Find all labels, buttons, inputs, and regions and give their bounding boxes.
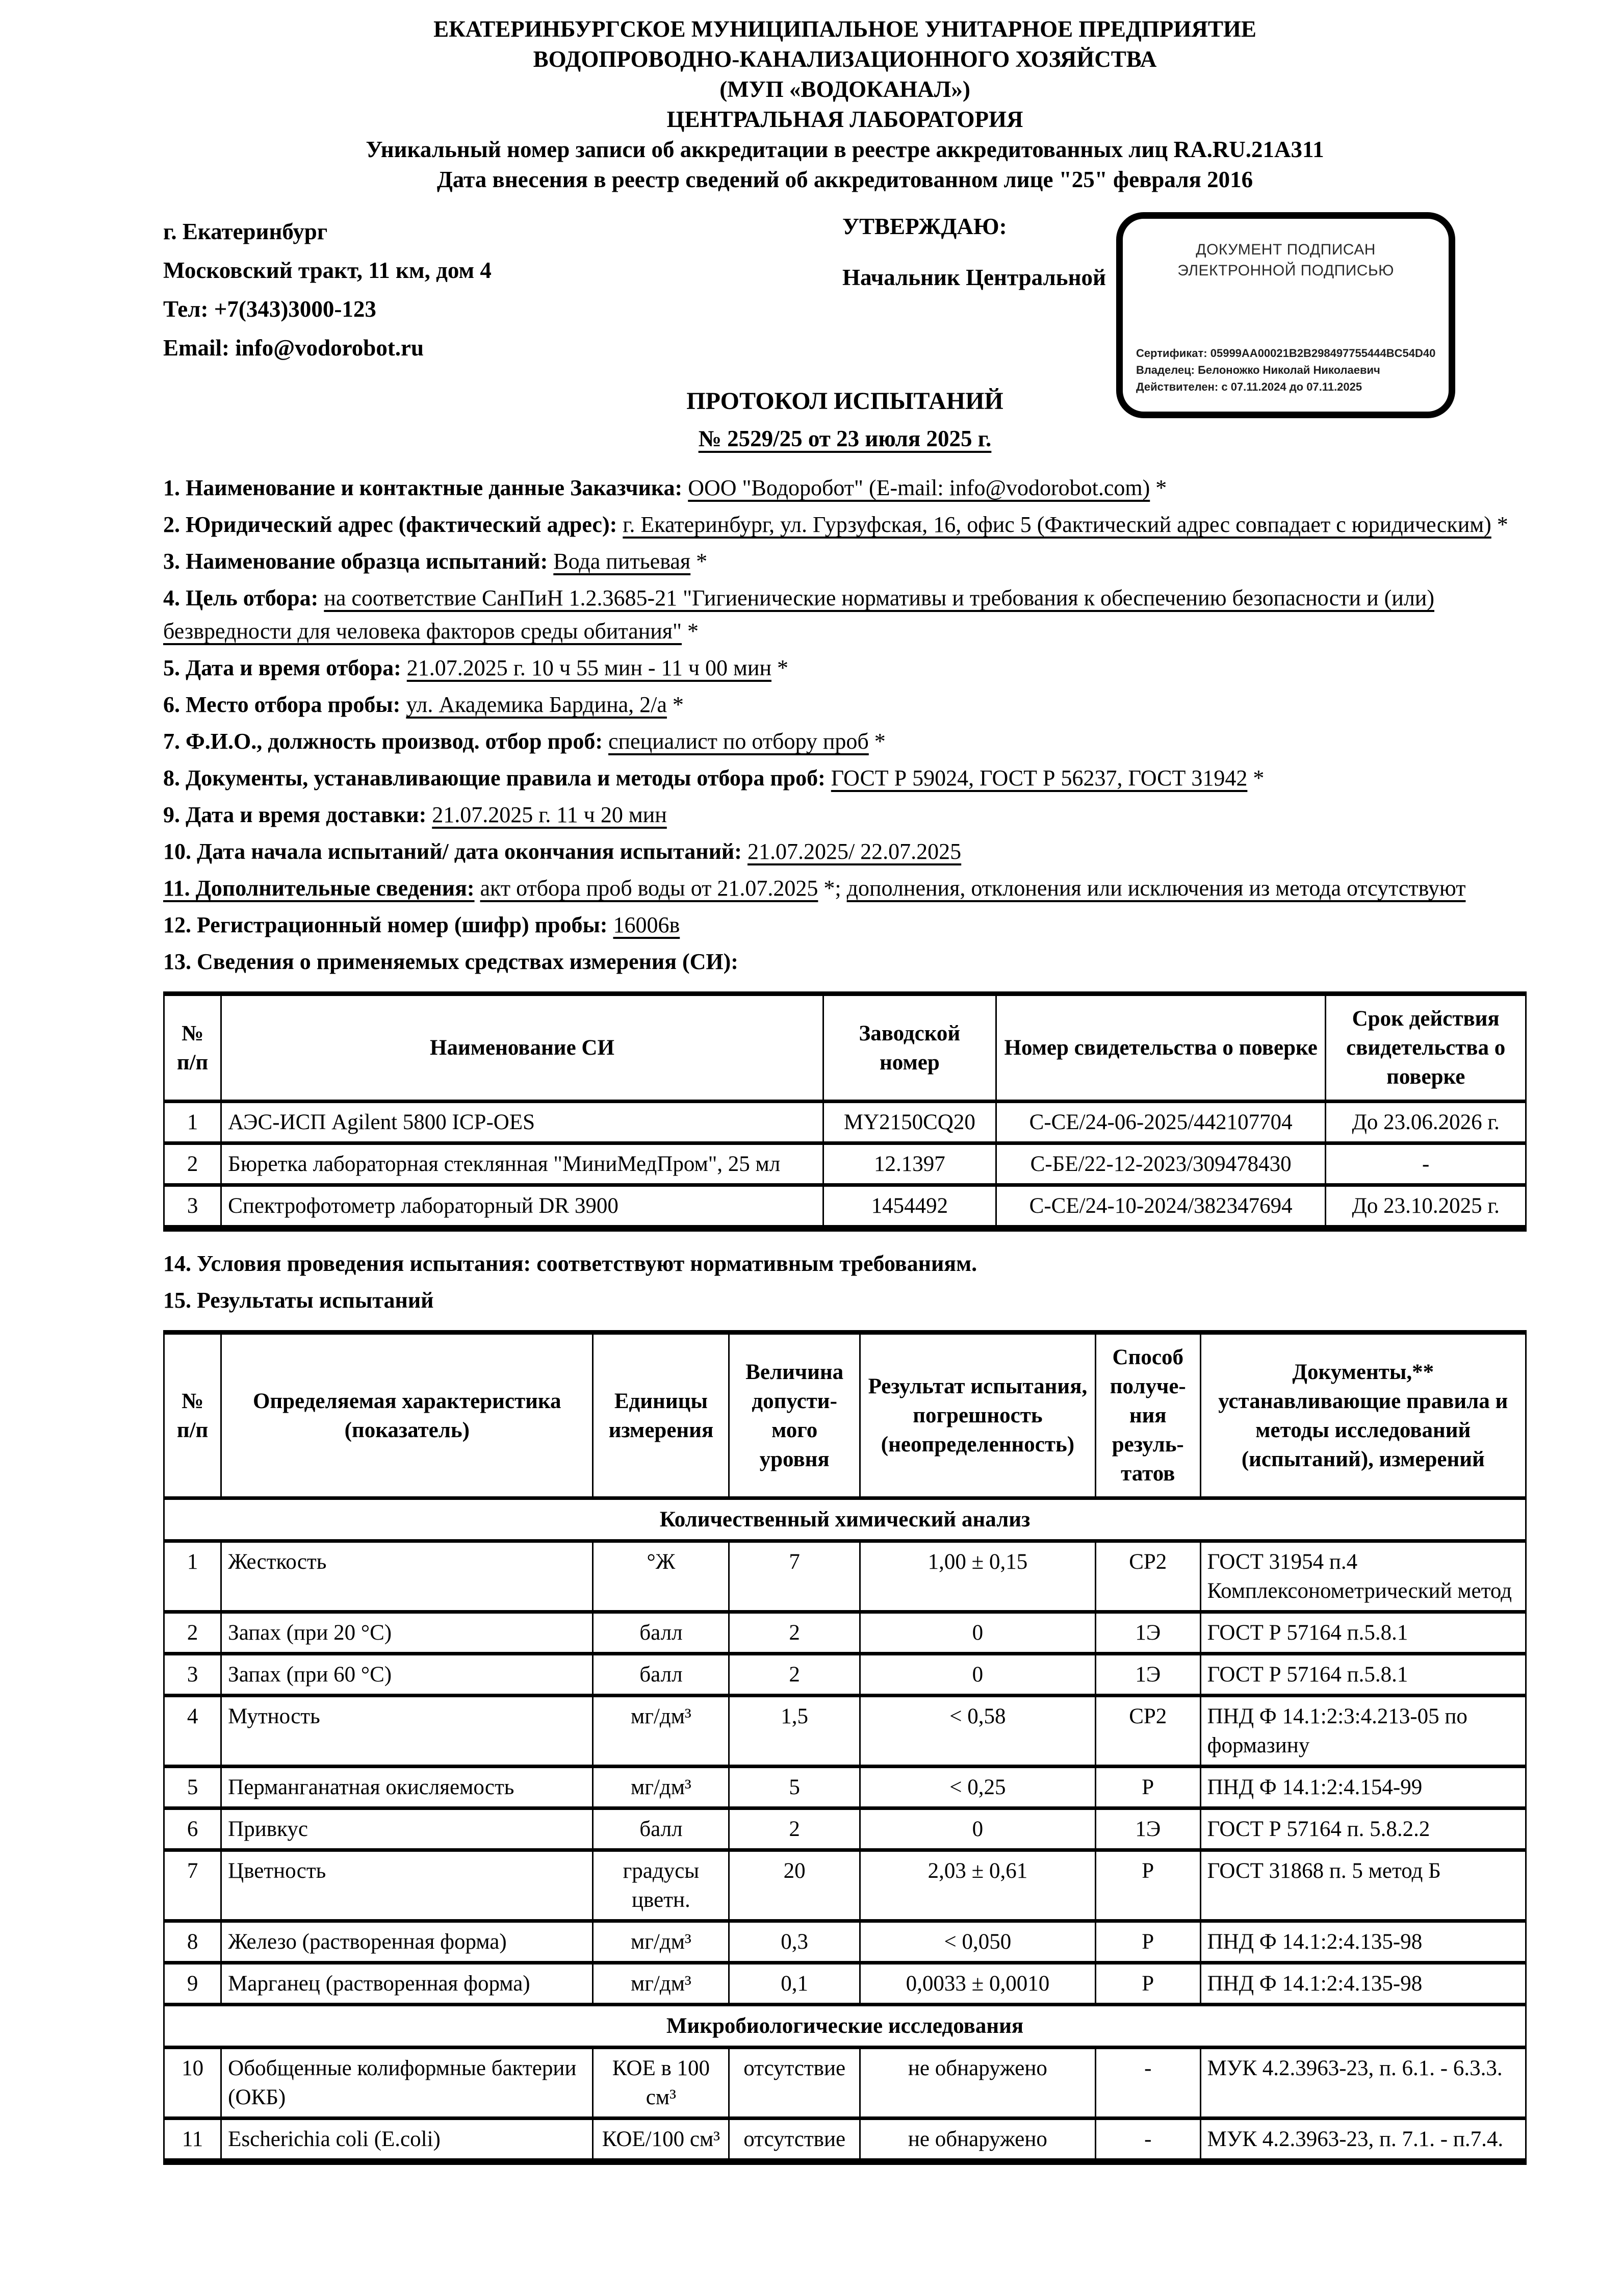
contact-phone: Тел: +7(343)3000-123 [163, 296, 376, 322]
si-cell: До 23.10.2025 г. [1326, 1185, 1526, 1229]
results-col-allowed-level: Величина допусти-мого уровня [729, 1333, 860, 1498]
item-7 [163, 725, 1527, 758]
si-col-serial: Заводской номер [823, 994, 996, 1102]
results-cell: 0 [860, 1654, 1095, 1696]
results-cell: КОЕ в 100 см³ [593, 2048, 729, 2119]
item-2-value: г. Екатеринбург, ул. Гурзуфская, 16, офис 5 (Фактический адрес совпадает с юридическим) [623, 512, 1491, 537]
results-cell: ПНД Ф 14.1:2:4.154-99 [1200, 1767, 1526, 1808]
results-row-6 [164, 1808, 1526, 1850]
results-row-1 [164, 1541, 1526, 1612]
results-cell: Р [1095, 1921, 1200, 1963]
si-cell: 1454492 [823, 1185, 996, 1229]
results-cell: Марганец (растворенная форма) [221, 1963, 593, 2005]
item-1-tail: * [1150, 475, 1167, 500]
results-row-9 [164, 1963, 1526, 2005]
item-11-value: акт отбора проб воды от 21.07.2025 [480, 876, 818, 901]
item-8-value: ГОСТ Р 59024, ГОСТ Р 56237, ГОСТ 31942 [831, 766, 1248, 790]
org-name-line-1: ЕКАТЕРИНБУРГСКОЕ МУНИЦИПАЛЬНОЕ УНИТАРНОЕ ПРЕДПРИЯТИЕ [433, 16, 1256, 42]
items-list [163, 471, 1527, 2165]
results-row-3 [164, 1654, 1526, 1696]
section-microbiology-title: Микробиологические исследования [164, 2005, 1526, 2048]
si-cell: 12.1397 [823, 1143, 996, 1185]
item-4-tail: * [682, 619, 699, 644]
item-15 [163, 1284, 1527, 1317]
approve-heading: УТВЕРЖДАЮ: [842, 214, 1007, 239]
item-10-value: 21.07.2025/ 22.07.2025 [747, 839, 962, 864]
results-cell: 0 [860, 1612, 1095, 1654]
results-cell: мг/дм³ [593, 1963, 729, 2005]
results-col-documents: Документы,** устанавливающие правила и методы исследований (испытаний), измерений [1200, 1333, 1526, 1498]
results-cell: балл [593, 1808, 729, 1850]
item-10 [163, 835, 1527, 868]
org-name-line-3: (МУП «ВОДОКАНАЛ») [719, 76, 970, 102]
stamp-certificate: Сертификат: 05999AA00021B2B298497755444BC54D40 [1136, 347, 1436, 360]
results-cell: КОЕ/100 см³ [593, 2119, 729, 2162]
results-cell: ГОСТ Р 57164 п. 5.8.2.2 [1200, 1808, 1526, 1850]
results-cell: 2 [729, 1808, 860, 1850]
results-cell: < 0,25 [860, 1767, 1095, 1808]
stamp-title [1136, 239, 1435, 281]
stamp-validity: Действителен: с 07.11.2024 до 07.11.2025 [1136, 380, 1362, 393]
item-4-value: на соответствие СанПиН 1.2.3685-21 "Гигиенические нормативы и требования к обеспечению безопасности и (или) безвредности для человека факторов среды обитания" [163, 585, 1434, 644]
results-cell: 8 [164, 1921, 221, 1963]
results-col-units: Единицы измерения [593, 1333, 729, 1498]
results-header-row [164, 1333, 1526, 1498]
results-cell: 2 [729, 1654, 860, 1696]
item-3 [163, 545, 1527, 578]
stamp-owner: Владелец: Белоножко Николай Николаевич [1136, 364, 1380, 376]
item-1-label: 1. Наименование и контактные данные Заказчика: [163, 475, 683, 500]
results-cell: 1,00 ± 0,15 [860, 1541, 1095, 1612]
results-cell: СР2 [1095, 1541, 1200, 1612]
results-cell: мг/дм³ [593, 1696, 729, 1767]
si-cell: 2 [164, 1143, 221, 1185]
stamp-certificate-block [1136, 345, 1435, 395]
item-10-label: 10. Дата начала испытаний/ дата окончания испытаний: [163, 839, 742, 864]
si-cell: До 23.06.2026 г. [1326, 1102, 1526, 1143]
item-4-label: 4. Цель отбора: [163, 585, 319, 610]
results-cell: балл [593, 1612, 729, 1654]
si-col-number: № п/п [164, 994, 221, 1102]
results-cell: ГОСТ Р 57164 п.5.8.1 [1200, 1654, 1526, 1696]
item-5-tail: * [771, 655, 788, 680]
results-cell: 1 [164, 1541, 221, 1612]
si-cell: Спектрофотометр лабораторный DR 3900 [221, 1185, 823, 1229]
results-cell: не обнаружено [860, 2119, 1095, 2162]
item-11-label: 11. Дополнительные сведения: [163, 876, 475, 901]
results-cell: 0,1 [729, 1963, 860, 2005]
results-cell: 1,5 [729, 1696, 860, 1767]
accreditation-number-line: Уникальный номер записи об аккредитации в реестре аккредитованных лиц RA.RU.21A311 [366, 137, 1324, 162]
results-row-8 [164, 1921, 1526, 1963]
results-cell: < 0,050 [860, 1921, 1095, 1963]
results-row-4 [164, 1696, 1526, 1767]
si-cell: MY2150CQ20 [823, 1102, 996, 1143]
results-cell: 1Э [1095, 1612, 1200, 1654]
si-cell: С-СЕ/24-06-2025/442107704 [996, 1102, 1325, 1143]
si-cell: С-БЕ/22-12-2023/309478430 [996, 1143, 1325, 1185]
item-5 [163, 651, 1527, 684]
item-1-value: ООО "Водоробот" (E-mail: info@vodorobot.com) [688, 475, 1150, 500]
results-cell: Цветность [221, 1850, 593, 1921]
results-row-5 [164, 1767, 1526, 1808]
item-6 [163, 688, 1527, 721]
approve-block [699, 212, 1106, 292]
item-5-label: 5. Дата и время отбора: [163, 655, 401, 680]
results-cell: МУК 4.2.3963-23, п. 6.1. - 6.3.3. [1200, 2048, 1526, 2119]
item-9-value: 21.07.2025 г. 11 ч 20 мин [432, 802, 667, 827]
results-cell: 5 [164, 1767, 221, 1808]
org-name-line-4: ЦЕНТРАЛЬНАЯ ЛАБОРАТОРИЯ [666, 107, 1023, 132]
results-cell: 2 [729, 1612, 860, 1654]
item-14 [163, 1247, 1527, 1280]
si-cell: Бюретка лабораторная стеклянная "МиниМедПром", 25 мл [221, 1143, 823, 1185]
results-cell: Запах (при 20 °С) [221, 1612, 593, 1654]
item-9 [163, 798, 1527, 831]
results-cell: 7 [164, 1850, 221, 1921]
results-cell: Привкус [221, 1808, 593, 1850]
si-cell: 3 [164, 1185, 221, 1229]
results-col-characteristic: Определяемая характеристика (показатель) [221, 1333, 593, 1498]
stamp-title-line-1: ДОКУМЕНТ ПОДПИСАН [1196, 241, 1376, 258]
results-cell: - [1095, 2119, 1200, 2162]
section-chemical-title: Количественный химический анализ [164, 1498, 1526, 1541]
results-cell: 3 [164, 1654, 221, 1696]
item-12-value: 16006в [613, 912, 680, 937]
doc-number-text: № 2529/25 от 23 июля 2025 г. [698, 426, 992, 451]
item-1 [163, 471, 1527, 504]
results-cell: 5 [729, 1767, 860, 1808]
item-13-label: 13. Сведения о применяемых средствах измерения (СИ): [163, 949, 738, 974]
item-6-value: ул. Академика Бардина, 2/а [406, 692, 667, 717]
item-8 [163, 761, 1527, 795]
item-8-tail: * [1247, 766, 1265, 790]
item-4 [163, 581, 1527, 648]
results-cell: < 0,58 [860, 1696, 1095, 1767]
section-microbiology [164, 2005, 1526, 2048]
si-table-row-3 [164, 1185, 1526, 1229]
si-col-validity: Срок действия свидетельства о поверке [1326, 994, 1526, 1102]
item-2-tail: * [1491, 512, 1508, 537]
results-cell: Жесткость [221, 1541, 593, 1612]
results-cell: 9 [164, 1963, 221, 2005]
results-cell: Escherichia coli (E.coli) [221, 2119, 593, 2162]
results-row-10 [164, 2048, 1526, 2119]
org-header [163, 14, 1527, 195]
section-chemical-analysis [164, 1498, 1526, 1541]
item-14-value: соответствуют нормативным требованиям. [536, 1251, 977, 1276]
results-cell: не обнаружено [860, 2048, 1095, 2119]
org-name-line-2: ВОДОПРОВОДНО-КАНАЛИЗАЦИОННОГО ХОЗЯЙСТВА [533, 46, 1157, 72]
results-col-result: Результат испытания, погрешность (неопределенность) [860, 1333, 1095, 1498]
item-12 [163, 908, 1527, 941]
item-8-label: 8. Документы, устанавливающие правила и методы отбора проб: [163, 766, 826, 790]
results-cell: Перманганатная окисляемость [221, 1767, 593, 1808]
item-7-label: 7. Ф.И.О., должность производ. отбор проб: [163, 729, 603, 754]
item-11 [163, 872, 1527, 905]
approve-position: Начальник Центральной [842, 265, 1106, 290]
si-table-row-1 [164, 1102, 1526, 1143]
results-cell: Р [1095, 1963, 1200, 2005]
results-cell: отсутствие [729, 2119, 860, 2162]
results-cell: градусы цветн. [593, 1850, 729, 1921]
results-cell: 0,3 [729, 1921, 860, 1963]
results-cell: Мутность [221, 1696, 593, 1767]
results-cell: 2 [164, 1612, 221, 1654]
results-cell: Р [1095, 1850, 1200, 1921]
contact-email: Email: info@vodorobot.ru [163, 335, 424, 361]
contact-block [163, 212, 699, 367]
si-cell: С-СЕ/24-10-2024/382347694 [996, 1185, 1325, 1229]
results-cell: Железо (растворенная форма) [221, 1921, 593, 1963]
item-15-label: 15. Результаты испытаний [163, 1288, 434, 1313]
item-11-mid: *; [818, 876, 847, 901]
results-cell: 10 [164, 2048, 221, 2119]
results-cell: ГОСТ 31954 п.4 Комплексонометрический метод [1200, 1541, 1526, 1612]
results-col-number: № п/п [164, 1333, 221, 1498]
item-2 [163, 508, 1527, 541]
results-cell: ГОСТ 31868 п. 5 метод Б [1200, 1850, 1526, 1921]
doc-number [163, 424, 1527, 453]
item-2-label: 2. Юридический адрес (фактический адрес): [163, 512, 617, 537]
results-cell: 0,0033 ± 0,0010 [860, 1963, 1095, 2005]
item-13 [163, 945, 1527, 978]
results-cell: МУК 4.2.3963-23, п. 7.1. - п.7.4. [1200, 2119, 1526, 2162]
si-cell: 1 [164, 1102, 221, 1143]
registry-date-line: Дата внесения в реестр сведений об аккредитованном лице "25" февраля 2016 [436, 167, 1253, 192]
item-6-label: 6. Место отбора пробы: [163, 692, 401, 717]
si-table-header-row [164, 994, 1526, 1102]
measuring-instruments-table [163, 991, 1527, 1232]
item-5-value: 21.07.2025 г. 10 ч 55 мин - 11 ч 00 мин [406, 655, 771, 680]
results-row-2 [164, 1612, 1526, 1654]
results-cell: 1Э [1095, 1808, 1200, 1850]
si-col-name: Наименование СИ [221, 994, 823, 1102]
item-3-tail: * [690, 549, 708, 574]
item-14-label: 14. Условия проведения испытания: [163, 1251, 531, 1276]
item-3-value: Вода питьевая [553, 549, 691, 574]
doc-title: ПРОТОКОЛ ИСПЫТАНИЙ [686, 388, 1003, 415]
item-12-label: 12. Регистрационный номер (шифр) пробы: [163, 912, 608, 937]
test-results-table [163, 1330, 1527, 2165]
results-cell: 11 [164, 2119, 221, 2162]
results-cell: - [1095, 2048, 1200, 2119]
si-cell: - [1326, 1143, 1526, 1185]
results-cell: 0 [860, 1808, 1095, 1850]
results-cell: 2,03 ± 0,61 [860, 1850, 1095, 1921]
results-cell: 7 [729, 1541, 860, 1612]
item-11-value-2: дополнения, отклонения или исключения из метода отсутствуют [846, 876, 1466, 901]
results-col-method-type: Способ получе-ния резуль-татов [1095, 1333, 1200, 1498]
results-cell: ГОСТ Р 57164 п.5.8.1 [1200, 1612, 1526, 1654]
results-row-11 [164, 2119, 1526, 2162]
results-cell: °Ж [593, 1541, 729, 1612]
item-9-label: 9. Дата и время доставки: [163, 802, 427, 827]
item-6-tail: * [666, 692, 684, 717]
results-cell: Обобщенные колиформные бактерии (ОКБ) [221, 2048, 593, 2119]
results-cell: Запах (при 60 °С) [221, 1654, 593, 1696]
results-cell: ПНД Ф 14.1:2:3:4.213-05 по формазину [1200, 1696, 1526, 1767]
results-cell: 20 [729, 1850, 860, 1921]
results-cell: балл [593, 1654, 729, 1696]
si-col-certificate: Номер свидетельства о поверке [996, 994, 1325, 1102]
digital-signature-stamp [1116, 212, 1455, 418]
results-cell: 1Э [1095, 1654, 1200, 1696]
contact-city: г. Екатеринбург [163, 219, 328, 244]
item-7-value: специалист по отбору проб [608, 729, 869, 754]
results-row-7 [164, 1850, 1526, 1921]
results-cell: ПНД Ф 14.1:2:4.135-98 [1200, 1963, 1526, 2005]
results-cell: Р [1095, 1767, 1200, 1808]
results-cell: отсутствие [729, 2048, 860, 2119]
results-cell: СР2 [1095, 1696, 1200, 1767]
si-cell: АЭС-ИСП Agilent 5800 ICP-OES [221, 1102, 823, 1143]
contact-address: Московский тракт, 11 км, дом 4 [163, 258, 492, 283]
stamp-title-line-2: ЭЛЕКТРОННОЙ ПОДПИСЬЮ [1177, 262, 1394, 279]
results-cell: мг/дм³ [593, 1921, 729, 1963]
si-table-row-2 [164, 1143, 1526, 1185]
item-3-label: 3. Наименование образца испытаний: [163, 549, 548, 574]
item-7-tail: * [868, 729, 886, 754]
results-cell: ПНД Ф 14.1:2:4.135-98 [1200, 1921, 1526, 1963]
results-cell: мг/дм³ [593, 1767, 729, 1808]
results-cell: 4 [164, 1696, 221, 1767]
results-cell: 6 [164, 1808, 221, 1850]
